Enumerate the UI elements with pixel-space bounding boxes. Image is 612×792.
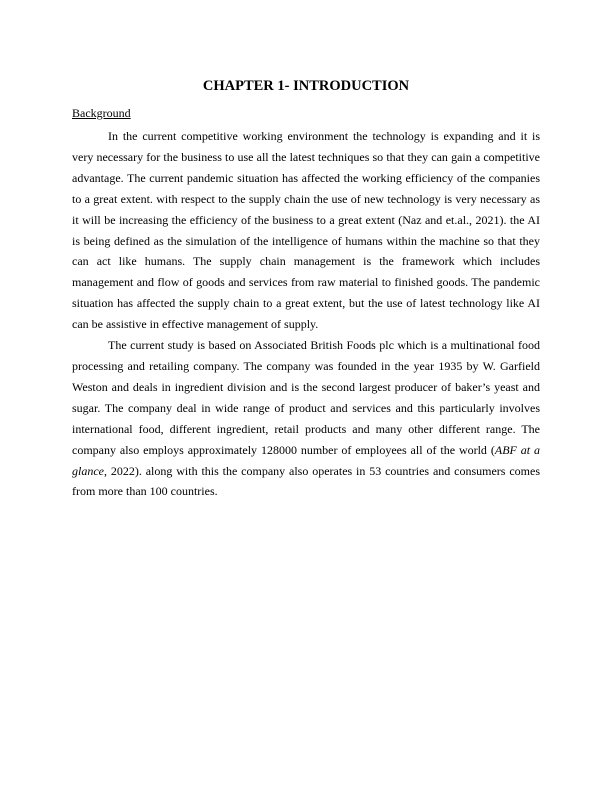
section-heading-background: Background [72,106,131,120]
paragraph-2 [72,335,540,502]
chapter-title: CHAPTER 1- INTRODUCTION [202,78,410,94]
body-text [72,126,540,502]
citation-title: ABF at a glance [72,442,541,478]
paragraph-1: In the current competitive working environment the technology is expanding and it is very necessary for the business to use all the latest techniques so that they can gain a competitive advantage. The current pandemic situation has affected the working efficiency of the companies to a great extent. with respect to the supply chain the use of new technology is very necessary as it will be increasing the efficiency of the business to a great extent (Naz and et.al., 2021). the AI is being defined as the simulation of the intelligence of humans within the machine so that they can act like humans. The supply chain management is the framework which includes management and flow of goods and services from raw material to finished goods. The pandemic situation has affected the supply chain to a great extent, but the use of latest technology like AI can be assistive in effective management of supply. [72,129,540,332]
paragraph-2-text-after-citation: , 2022). along with this the company also operates in 53 countries and consumers comes from more than 100 countries. [72,463,540,499]
paragraph-2-text-before-citation: The current study is based on Associated British Foods plc which is a multinational food processing and retailing company. The company was founded in the year 1935 by W. Garfield Weston and deals in ingredient division and is the second largest producer of baker’s yeast and sugar. The company deal in wide range of product and services and this particularly involves international food, different ingredient, retail products and many other different range. The company also employs approximately 128000 number of employees all of the world ( [72,338,540,457]
